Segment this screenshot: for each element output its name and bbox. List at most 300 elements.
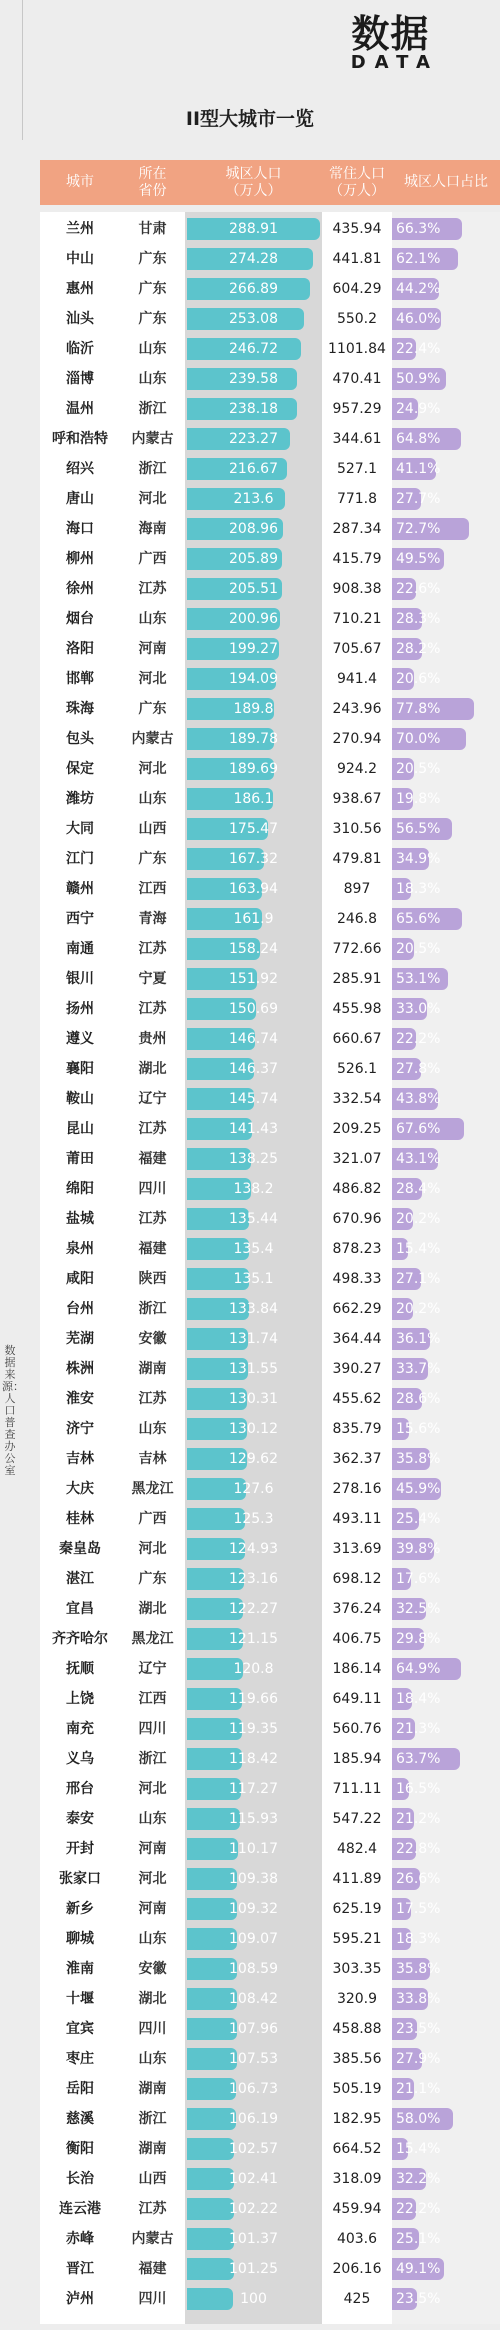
province-cell: 福建 [138, 1151, 167, 1167]
resident-population-cell: 486.82 [332, 1181, 382, 1197]
resident-population-cell: 243.96 [332, 701, 382, 717]
resident-population-cell: 705.67 [332, 641, 382, 657]
province-cell: 陕西 [138, 1271, 167, 1287]
urban-population-cell: 288.91 [229, 221, 278, 237]
province-cell: 江苏 [138, 1001, 167, 1017]
urban-population-cell: 150.69 [229, 1001, 278, 1017]
urban-ratio-cell: 15.6% [396, 1421, 441, 1437]
table-row [40, 1626, 500, 1652]
urban-population-cell: 208.96 [229, 521, 278, 537]
urban-population-cell: 100 [240, 2291, 267, 2307]
resident-population-cell: 550.2 [336, 311, 378, 327]
urban-ratio-cell: 70.0% [396, 731, 441, 747]
table-row [40, 486, 500, 512]
table-row [40, 1416, 500, 1442]
province-cell: 山东 [138, 791, 167, 807]
province-cell: 吉林 [138, 1451, 167, 1467]
urban-population-cell: 102.22 [229, 2201, 278, 2217]
urban-ratio-cell: 66.3% [396, 221, 441, 237]
city-cell: 唐山 [66, 491, 94, 507]
urban-ratio-cell: 33.0% [396, 1001, 441, 1017]
table-row [40, 1776, 500, 1802]
province-cell: 内蒙古 [131, 2231, 174, 2247]
province-cell: 浙江 [138, 2111, 167, 2127]
urban-population-cell: 110.17 [229, 1841, 278, 1857]
urban-population-cell: 175.47 [229, 821, 278, 837]
table-row [40, 1836, 500, 1862]
resident-population-cell: 711.11 [332, 1781, 382, 1797]
table-row [40, 1986, 500, 2012]
city-cell: 岳阳 [66, 2081, 94, 2097]
urban-population-cell: 118.42 [229, 1751, 278, 1767]
table-row [40, 996, 500, 1022]
urban-population-cell: 145.74 [229, 1091, 278, 1107]
urban-population-cell: 106.73 [229, 2081, 278, 2097]
province-cell: 福建 [138, 1241, 167, 1257]
province-cell: 四川 [138, 2291, 167, 2307]
table-row [40, 1446, 500, 1472]
city-cell: 义乌 [66, 1751, 94, 1767]
province-cell: 河南 [138, 1841, 167, 1857]
table-row [40, 936, 500, 962]
table-row [40, 1296, 500, 1322]
urban-ratio-cell: 34.9% [396, 851, 441, 867]
province-cell: 青海 [138, 911, 167, 927]
province-cell: 湖南 [138, 2141, 167, 2157]
resident-population-cell: 318.09 [332, 2171, 382, 2187]
city-cell: 保定 [66, 761, 94, 777]
table-row [40, 306, 500, 332]
urban-ratio-cell: 33.7% [396, 1361, 441, 1377]
city-cell: 烟台 [66, 611, 94, 627]
urban-ratio-cell: 20.2% [396, 1211, 441, 1227]
urban-population-cell: 130.12 [229, 1421, 278, 1437]
province-cell: 山东 [138, 1931, 167, 1947]
city-cell: 晋江 [66, 2261, 94, 2277]
province-cell: 内蒙古 [131, 431, 174, 447]
urban-ratio-cell: 65.6% [396, 911, 441, 927]
table-row [40, 366, 500, 392]
urban-ratio-cell: 64.9% [396, 1661, 441, 1677]
brand-logo [350, 12, 439, 73]
table-row [40, 546, 500, 572]
urban-population-cell: 119.35 [229, 1721, 278, 1737]
urban-ratio-cell: 58.0% [396, 2111, 441, 2127]
resident-population-cell: 526.1 [336, 1061, 378, 1077]
table-row [40, 906, 500, 932]
urban-population-cell: 135.4 [233, 1241, 274, 1257]
header-resident-population: 常住人口（万人） [329, 165, 385, 199]
resident-population-cell: 560.76 [332, 1721, 382, 1737]
resident-population-cell: 209.25 [332, 1121, 382, 1137]
province-cell: 内蒙古 [131, 731, 174, 747]
city-cell: 温州 [66, 401, 94, 417]
urban-ratio-cell: 21.1% [396, 2081, 441, 2097]
province-cell: 广东 [138, 701, 167, 717]
resident-population-cell: 878.23 [332, 1241, 382, 1257]
table-row [40, 666, 500, 692]
resident-population-cell: 498.33 [332, 1271, 382, 1287]
urban-ratio-cell: 15.4% [396, 2141, 441, 2157]
urban-population-cell: 101.25 [229, 2261, 278, 2277]
province-cell: 湖北 [138, 1601, 167, 1617]
province-cell: 江西 [138, 881, 167, 897]
province-cell: 江苏 [138, 581, 167, 597]
resident-population-cell: 459.94 [332, 2201, 382, 2217]
province-cell: 广东 [138, 251, 167, 267]
resident-population-cell: 425 [343, 2291, 371, 2307]
resident-population-cell: 470.41 [332, 371, 382, 387]
urban-population-cell: 266.89 [229, 281, 278, 297]
province-cell: 山东 [138, 341, 167, 357]
table-row [40, 2226, 500, 2252]
table-row [40, 1536, 500, 1562]
city-cell: 包头 [66, 731, 94, 747]
urban-ratio-cell: 27.9% [396, 2051, 441, 2067]
urban-population-cell: 120.8 [233, 1661, 274, 1677]
province-cell: 甘肃 [138, 221, 167, 237]
urban-ratio-cell: 20.6% [396, 671, 441, 687]
table-row [40, 426, 500, 452]
province-cell: 四川 [138, 1721, 167, 1737]
city-cell: 台州 [66, 1301, 94, 1317]
city-cell: 邢台 [66, 1781, 94, 1797]
urban-population-cell: 135.44 [229, 1211, 278, 1227]
urban-population-cell: 129.62 [229, 1451, 278, 1467]
table-row [40, 966, 500, 992]
resident-population-cell: 595.21 [332, 1931, 382, 1947]
table-row [40, 2016, 500, 2042]
resident-population-cell: 772.66 [332, 941, 382, 957]
city-cell: 邯郸 [66, 671, 94, 687]
table-row [40, 1656, 500, 1682]
table-row [40, 2106, 500, 2132]
table-row [40, 1056, 500, 1082]
urban-population-cell: 131.55 [229, 1361, 278, 1377]
city-cell: 潍坊 [66, 791, 94, 807]
city-cell: 扬州 [66, 1001, 94, 1017]
urban-ratio-cell: 24.9% [396, 401, 441, 417]
urban-population-cell: 146.37 [229, 1061, 278, 1077]
city-cell: 泰安 [66, 1811, 94, 1827]
province-cell: 山西 [138, 2171, 167, 2187]
table-row [40, 1806, 500, 1832]
resident-population-cell: 206.16 [332, 2261, 382, 2277]
province-cell: 福建 [138, 2261, 167, 2277]
province-cell: 四川 [138, 2021, 167, 2037]
urban-population-cell: 161.9 [233, 911, 274, 927]
table-row [40, 576, 500, 602]
resident-population-cell: 320.9 [336, 1991, 378, 2007]
urban-population-cell: 205.89 [229, 551, 278, 567]
urban-ratio-cell: 22.8% [396, 1841, 441, 1857]
table-row [40, 846, 500, 872]
urban-population-cell: 216.67 [229, 461, 278, 477]
urban-population-cell: 205.51 [229, 581, 278, 597]
province-cell: 湖北 [138, 1061, 167, 1077]
city-cell: 珠海 [66, 701, 94, 717]
resident-population-cell: 415.79 [332, 551, 382, 567]
urban-ratio-cell: 49.5% [396, 551, 441, 567]
table-row [40, 636, 500, 662]
logo-sub-text: DATA [350, 52, 439, 73]
urban-population-cell: 199.27 [229, 641, 278, 657]
province-cell: 四川 [138, 1181, 167, 1197]
city-cell: 柳州 [66, 551, 94, 567]
urban-population-cell: 109.32 [229, 1901, 278, 1917]
city-cell: 呼和浩特 [52, 431, 108, 447]
resident-population-cell: 670.96 [332, 1211, 382, 1227]
urban-population-cell: 109.38 [229, 1871, 278, 1887]
province-cell: 河北 [138, 1541, 167, 1557]
urban-population-cell: 133.84 [229, 1301, 278, 1317]
urban-ratio-cell: 39.8% [396, 1541, 441, 1557]
city-cell: 盐城 [66, 1211, 94, 1227]
table-row [40, 1086, 500, 1112]
table-header [40, 160, 500, 205]
resident-population-cell: 547.22 [332, 1811, 382, 1827]
table-row [40, 1176, 500, 1202]
resident-population-cell: 270.94 [332, 731, 382, 747]
table-row [40, 2166, 500, 2192]
urban-ratio-cell: 50.9% [396, 371, 441, 387]
city-cell: 吉林 [66, 1451, 94, 1467]
resident-population-cell: 527.1 [336, 461, 378, 477]
resident-population-cell: 908.38 [332, 581, 382, 597]
urban-ratio-cell: 36.1% [396, 1331, 441, 1347]
province-cell: 广东 [138, 281, 167, 297]
resident-population-cell: 660.67 [332, 1031, 382, 1047]
province-cell: 江苏 [138, 1121, 167, 1137]
table-row [40, 1956, 500, 1982]
resident-population-cell: 406.75 [332, 1631, 382, 1647]
urban-ratio-cell: 20.5% [396, 761, 441, 777]
city-cell: 枣庄 [66, 2051, 94, 2067]
urban-ratio-cell: 18.3% [396, 1931, 441, 1947]
resident-population-cell: 185.94 [332, 1751, 382, 1767]
urban-population-cell: 102.41 [229, 2171, 278, 2187]
province-cell: 海南 [138, 521, 167, 537]
resident-population-cell: 664.52 [332, 2141, 382, 2157]
urban-ratio-cell: 28.2% [396, 641, 441, 657]
data-source-note: 数据来源：人口普查办公室 [2, 1344, 24, 1477]
table-row [40, 1116, 500, 1142]
province-cell: 黑龙江 [131, 1481, 174, 1497]
urban-ratio-cell: 28.6% [396, 1391, 441, 1407]
urban-population-cell: 108.42 [229, 1991, 278, 2007]
urban-population-cell: 167.32 [229, 851, 278, 867]
urban-population-cell: 101.37 [229, 2231, 278, 2247]
province-cell: 安徽 [138, 1961, 167, 1977]
city-cell: 海口 [66, 521, 94, 537]
resident-population-cell: 625.19 [332, 1901, 382, 1917]
table-row [40, 1896, 500, 1922]
urban-population-cell: 115.93 [229, 1811, 278, 1827]
table-row [40, 726, 500, 752]
logo-main-text: 数据 [351, 12, 430, 56]
city-cell: 大同 [66, 821, 94, 837]
city-cell: 昆山 [66, 1121, 94, 1137]
city-cell: 汕头 [66, 311, 94, 327]
table-row [40, 1566, 500, 1592]
city-cell: 鞍山 [66, 1091, 94, 1107]
table-row [40, 876, 500, 902]
urban-ratio-cell: 28.4% [396, 1181, 441, 1197]
urban-population-cell: 106.19 [229, 2111, 278, 2127]
urban-population-cell: 108.59 [229, 1961, 278, 1977]
urban-population-cell: 246.72 [229, 341, 278, 357]
urban-ratio-cell: 15.4% [396, 1241, 441, 1257]
table-row [40, 516, 500, 542]
province-cell: 山东 [138, 1421, 167, 1437]
resident-population-cell: 411.89 [332, 1871, 382, 1887]
city-cell: 桂林 [66, 1511, 94, 1527]
resident-population-cell: 403.6 [336, 2231, 378, 2247]
city-cell: 赣州 [66, 881, 94, 897]
table-row [40, 1206, 500, 1232]
table-row [40, 1146, 500, 1172]
city-cell: 南充 [66, 1721, 94, 1737]
city-cell: 长治 [66, 2171, 94, 2187]
province-cell: 广东 [138, 851, 167, 867]
resident-population-cell: 505.19 [332, 2081, 382, 2097]
table-row [40, 1926, 500, 1952]
urban-ratio-cell: 18.4% [396, 1691, 441, 1707]
province-cell: 湖北 [138, 1991, 167, 2007]
city-cell: 芜湖 [66, 1331, 94, 1347]
urban-ratio-cell: 22.6% [396, 581, 441, 597]
urban-population-cell: 151.92 [229, 971, 278, 987]
province-cell: 山东 [138, 1811, 167, 1827]
urban-population-cell: 239.58 [229, 371, 278, 387]
province-cell: 浙江 [138, 1751, 167, 1767]
resident-population-cell: 897 [343, 881, 371, 897]
urban-ratio-cell: 35.8% [396, 1451, 441, 1467]
province-cell: 浙江 [138, 1301, 167, 1317]
resident-population-cell: 698.12 [332, 1571, 382, 1587]
city-cell: 秦皇岛 [59, 1541, 101, 1557]
urban-population-cell: 102.57 [229, 2141, 278, 2157]
urban-population-cell: 138.25 [229, 1151, 278, 1167]
resident-population-cell: 455.98 [332, 1001, 382, 1017]
header-urban-ratio: 城区人口占比 [404, 174, 488, 190]
urban-ratio-cell: 27.7% [396, 491, 441, 507]
resident-population-cell: 941.4 [336, 671, 378, 687]
province-cell: 湖南 [138, 1361, 167, 1377]
resident-population-cell: 321.07 [332, 1151, 382, 1167]
province-cell: 河北 [138, 761, 167, 777]
urban-population-cell: 117.27 [229, 1781, 278, 1797]
urban-population-cell: 109.07 [229, 1931, 278, 1947]
header-province: 所在省份 [138, 165, 167, 199]
urban-population-cell: 107.53 [229, 2051, 278, 2067]
urban-population-cell: 121.15 [229, 1631, 278, 1647]
resident-population-cell: 479.81 [332, 851, 382, 867]
urban-population-cell: 200.96 [229, 611, 278, 627]
province-cell: 辽宁 [138, 1661, 167, 1677]
urban-ratio-cell: 64.8% [396, 431, 441, 447]
urban-ratio-cell: 33.8% [396, 1991, 441, 2007]
urban-population-cell: 122.27 [229, 1601, 278, 1617]
resident-population-cell: 310.56 [332, 821, 382, 837]
urban-ratio-cell: 23.5% [396, 2291, 441, 2307]
table-row [40, 1686, 500, 1712]
province-cell: 山西 [138, 821, 167, 837]
city-cell: 宜昌 [66, 1601, 94, 1617]
province-cell: 宁夏 [138, 971, 167, 987]
table-row [40, 2046, 500, 2072]
city-cell: 银川 [66, 971, 94, 987]
urban-ratio-cell: 17.6% [396, 1571, 441, 1587]
table-row [40, 246, 500, 272]
resident-population-cell: 285.91 [332, 971, 382, 987]
resident-population-cell: 287.34 [332, 521, 382, 537]
table-row [40, 456, 500, 482]
resident-population-cell: 957.29 [332, 401, 382, 417]
province-cell: 河北 [138, 1781, 167, 1797]
city-cell: 慈溪 [66, 2111, 94, 2127]
urban-ratio-cell: 20.2% [396, 1301, 441, 1317]
city-cell: 赤峰 [66, 2231, 94, 2247]
resident-population-cell: 332.54 [332, 1091, 382, 1107]
province-cell: 广东 [138, 1571, 167, 1587]
urban-population-cell: 138.2 [233, 1181, 274, 1197]
urban-population-cell: 146.74 [229, 1031, 278, 1047]
province-cell: 河北 [138, 491, 167, 507]
urban-ratio-cell: 62.1% [396, 251, 441, 267]
urban-population-cell: 123.16 [229, 1571, 278, 1587]
province-cell: 山东 [138, 611, 167, 627]
urban-population-cell: 189.8 [233, 701, 274, 717]
urban-population-cell: 223.27 [229, 431, 278, 447]
table-row [40, 606, 500, 632]
city-cell: 西宁 [66, 911, 94, 927]
table-row [40, 1266, 500, 1292]
city-cell: 张家口 [59, 1871, 101, 1887]
table-row [40, 1716, 500, 1742]
table-row [40, 1356, 500, 1382]
urban-ratio-cell: 49.1% [396, 2261, 441, 2277]
table-body [40, 212, 500, 2324]
urban-population-cell: 253.08 [229, 311, 278, 327]
province-cell: 江苏 [138, 941, 167, 957]
table-row [40, 756, 500, 782]
table-row [40, 2256, 500, 2282]
urban-ratio-cell: 28.3% [396, 611, 441, 627]
table-row [40, 1236, 500, 1262]
table-row [40, 1506, 500, 1532]
city-cell: 株洲 [66, 1361, 94, 1377]
resident-population-cell: 604.29 [332, 281, 382, 297]
city-cell: 兰州 [66, 221, 94, 237]
urban-ratio-cell: 53.1% [396, 971, 441, 987]
urban-ratio-cell: 44.2% [396, 281, 441, 297]
table-row [40, 816, 500, 842]
city-cell: 泸州 [66, 2291, 94, 2307]
city-cell: 齐齐哈尔 [52, 1631, 108, 1647]
resident-population-cell: 362.37 [332, 1451, 382, 1467]
urban-population-cell: 135.1 [233, 1271, 274, 1287]
urban-population-cell: 130.31 [229, 1391, 278, 1407]
table-row [40, 2196, 500, 2222]
urban-ratio-cell: 25.4% [396, 1511, 441, 1527]
city-cell: 宜宾 [66, 2021, 94, 2037]
city-cell: 惠州 [66, 281, 94, 297]
table-row [40, 1476, 500, 1502]
city-cell: 十堰 [66, 1991, 94, 2007]
resident-population-cell: 662.29 [332, 1301, 382, 1317]
province-cell: 河南 [138, 641, 167, 657]
